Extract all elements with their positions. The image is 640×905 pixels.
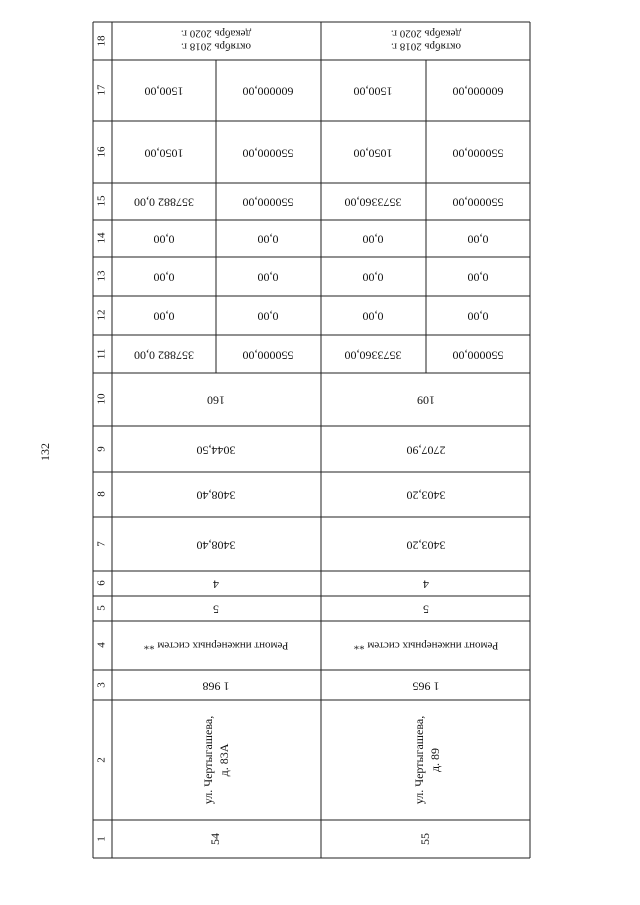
col17-value-b: 1500,00: [144, 84, 184, 99]
col12-value-a: 0,00: [467, 309, 489, 324]
build-year: 1 965: [412, 679, 440, 694]
col-num-13: 13: [95, 270, 108, 282]
period-start: октябрь 2018 г.: [180, 40, 252, 53]
col14-value-b: 0,00: [153, 232, 175, 247]
col16-value-b: 1050,00: [353, 146, 393, 161]
col12-value-b: 0,00: [153, 309, 175, 324]
col11-value-b: 357882 0,00: [134, 348, 194, 363]
col15-value-b: 357882 0,00: [134, 195, 194, 210]
address-line-1: ул. Чертыгашева,: [411, 715, 426, 805]
col-num-17: 17: [95, 84, 108, 96]
col11-value-b: 3573360,00: [344, 348, 402, 363]
column-number-strip: [96, 35, 108, 842]
col8-value: 3403,20: [406, 488, 446, 503]
col14-value-a: 0,00: [467, 232, 489, 247]
col9-value: 3044,50: [196, 443, 236, 458]
col-num-11: 11: [95, 348, 108, 360]
col9-value: 2707,90: [406, 443, 446, 458]
col15-value-a: 550000,00: [452, 195, 504, 210]
col13-value-b: 0,00: [153, 270, 175, 285]
address-line-2: д. 83А: [216, 743, 231, 777]
col13-value-a: 0,00: [467, 270, 489, 285]
period-start: октябрь 2018 г.: [390, 40, 462, 53]
col-num-10: 10: [95, 393, 108, 405]
col16-value-a: 550000,00: [452, 146, 504, 161]
col11-value-a: 550000,00: [242, 348, 294, 363]
col5-value: 5: [213, 602, 219, 617]
col13-value-b: 0,00: [362, 270, 384, 285]
col-num-5: 5: [95, 605, 108, 611]
col17-value-a: 600000,00: [242, 84, 294, 99]
col-num-1: 1: [95, 836, 108, 842]
col-num-3: 3: [95, 682, 108, 688]
col17-value-a: 600000,00: [452, 84, 504, 99]
col12-value-b: 0,00: [362, 309, 384, 324]
col-num-7: 7: [95, 541, 108, 547]
period-end: декабрь 2020 г.: [390, 27, 462, 40]
col10-value: 109: [417, 393, 435, 408]
row-number: 54: [207, 833, 222, 845]
address-line-2: д. 89: [427, 747, 442, 773]
page-number: 132: [37, 443, 52, 461]
col14-value-a: 0,00: [257, 232, 279, 247]
col15-value-a: 550000,00: [242, 195, 294, 210]
address-line-1: ул. Чертыгашева,: [200, 715, 215, 805]
col15-value-b: 3573360,00: [344, 195, 402, 210]
col-num-12: 12: [95, 309, 108, 321]
table-row-55: [345, 27, 504, 845]
col-num-9: 9: [95, 446, 108, 452]
col7-value: 3403,20: [406, 538, 446, 553]
row-number: 55: [417, 833, 432, 845]
col12-value-a: 0,00: [257, 309, 279, 324]
col-num-2: 2: [95, 757, 108, 763]
period-end: декабрь 2020 г.: [180, 27, 252, 40]
col14-value-b: 0,00: [362, 232, 384, 247]
col5-value: 5: [423, 602, 429, 617]
col-num-14: 14: [95, 232, 108, 244]
col-num-18: 18: [95, 35, 108, 47]
work-type: Ремонт инженерных систем **: [143, 639, 289, 652]
col10-value: 160: [207, 393, 225, 408]
col6-value: 4: [213, 577, 219, 592]
build-year: 1 968: [202, 679, 230, 694]
col16-value-b: 1050,00: [144, 146, 184, 161]
col-num-8: 8: [95, 491, 108, 497]
col8-value: 3408,40: [196, 488, 236, 503]
col16-value-a: 550000,00: [242, 146, 294, 161]
work-type: Ремонт инженерных систем **: [353, 639, 499, 652]
col17-value-b: 1500,00: [353, 84, 393, 99]
col-num-16: 16: [95, 146, 108, 158]
col13-value-a: 0,00: [257, 270, 279, 285]
col7-value: 3408,40: [196, 538, 236, 553]
col6-value: 4: [423, 577, 429, 592]
col11-value-a: 550000,00: [452, 348, 504, 363]
table-row-54: [134, 27, 294, 845]
col-num-4: 4: [95, 642, 108, 648]
col-num-15: 15: [95, 195, 108, 207]
col-num-6: 6: [95, 580, 108, 586]
